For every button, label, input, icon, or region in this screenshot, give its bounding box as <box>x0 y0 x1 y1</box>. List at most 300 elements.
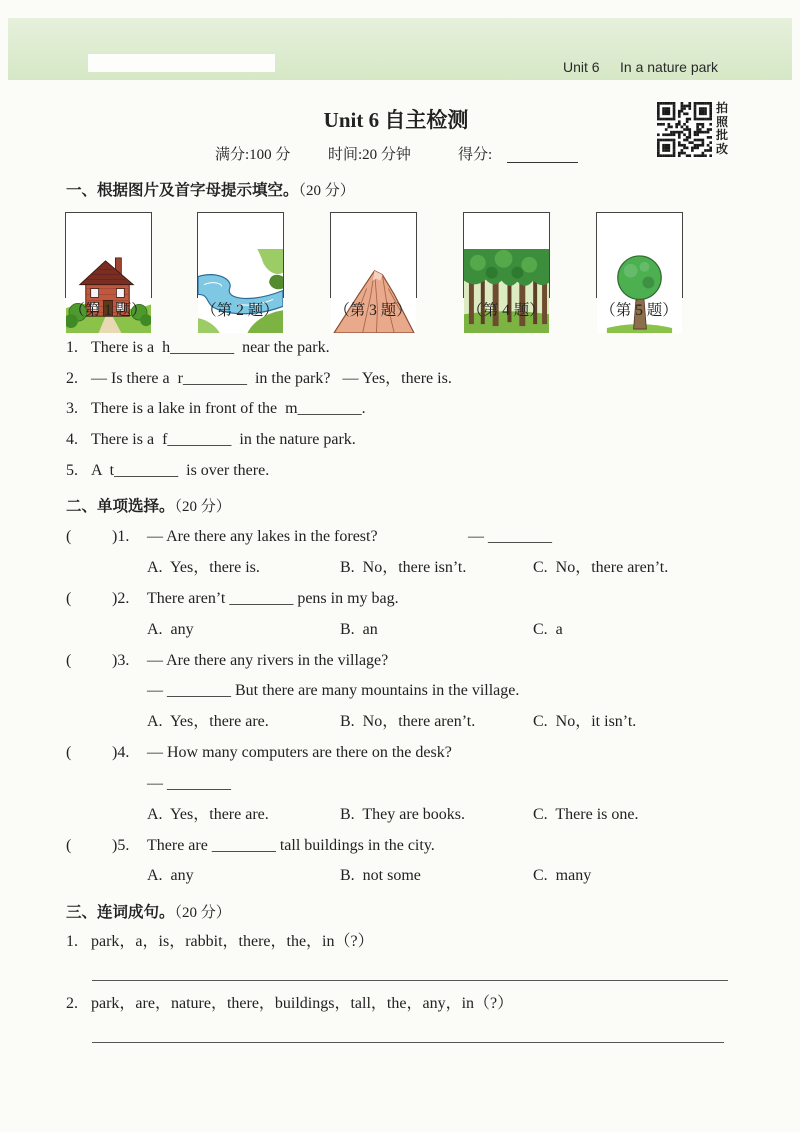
option-c: C. No，there aren’t. <box>533 559 669 576</box>
qr-module <box>667 110 670 113</box>
section2-points: （20 分） <box>174 499 231 515</box>
qr-module <box>657 110 660 113</box>
qr-module <box>688 133 691 136</box>
qr-module <box>688 136 691 139</box>
qr-module <box>709 118 712 121</box>
qr-module <box>667 102 670 105</box>
s3-question-number: 2. <box>66 995 78 1012</box>
qr-module <box>683 123 686 126</box>
s1-question-text: There is a lake in front of the m________. <box>91 400 366 417</box>
qr-module <box>662 133 665 136</box>
qr-module <box>673 133 676 136</box>
qr-module <box>694 133 697 136</box>
picture-label-5: （第 5 题） <box>600 302 678 319</box>
bracket-close: ) <box>112 744 118 761</box>
qr-module <box>665 107 668 110</box>
qr-module <box>686 105 689 108</box>
qr-module <box>667 149 670 152</box>
qr-module <box>670 139 673 142</box>
option-a: A. any <box>147 621 194 638</box>
qr-module <box>699 128 702 131</box>
s2-question-reply: — ________ <box>468 528 552 545</box>
qr-module <box>696 133 699 136</box>
qr-module <box>665 133 668 136</box>
qr-module <box>657 149 660 152</box>
qr-module <box>686 112 689 115</box>
answer-bracket-open: ( <box>66 837 72 854</box>
s2-question-number: 1. <box>117 528 130 545</box>
full-marks: 满分:100 分 <box>215 147 291 163</box>
qr-module <box>688 107 691 110</box>
qr-module <box>665 147 668 150</box>
qr-module <box>709 105 712 108</box>
answer-bracket-close <box>112 743 129 763</box>
qr-module <box>709 149 712 152</box>
qr-module <box>662 112 665 115</box>
tree-picture <box>596 212 683 298</box>
qr-module <box>686 126 689 129</box>
qr-module <box>694 112 697 115</box>
qr-module <box>683 133 686 136</box>
qr-module <box>665 154 668 157</box>
qr-module <box>688 131 691 134</box>
s3-question-words: park，are，nature，there，buildings，tall，the，any，in（?） <box>91 995 514 1012</box>
qr-module <box>660 139 663 142</box>
qr-module <box>691 147 694 150</box>
qr-module <box>660 123 663 126</box>
qr-module <box>699 139 702 142</box>
picture-label-2: （第 2 题） <box>201 302 279 319</box>
qr-module <box>678 144 681 147</box>
qr-module <box>702 144 705 147</box>
qr-module <box>699 123 702 126</box>
answer-bracket-open: ( <box>66 744 72 761</box>
qr-module <box>686 147 689 150</box>
s2-question-number: 2. <box>117 590 130 607</box>
qr-module <box>694 115 697 118</box>
qr-module <box>662 110 665 113</box>
house-picture <box>65 212 152 298</box>
qr-module <box>696 118 699 121</box>
section3-heading <box>66 902 231 922</box>
qr-module <box>675 123 678 126</box>
header-unit: Unit 6 <box>563 59 600 75</box>
qr-module <box>667 123 670 126</box>
qr-module <box>691 141 694 144</box>
qr-module <box>696 126 699 129</box>
qr-module <box>678 141 681 144</box>
section1-title: 一、根据图片及首字母提示填空。 <box>66 181 299 199</box>
s3-question-words: park，a，is，rabbit，there，the，in（?） <box>91 933 374 950</box>
qr-module <box>657 107 660 110</box>
qr-module <box>696 144 699 147</box>
s1-question-number: 4. <box>66 431 78 448</box>
option-b: B. They are books. <box>340 806 466 823</box>
qr-module <box>673 139 676 142</box>
bracket-close: ) <box>112 652 118 669</box>
qr-module <box>699 102 702 105</box>
qr-module <box>688 102 691 105</box>
qr-module <box>662 139 665 142</box>
qr-module <box>665 144 668 147</box>
qr-module <box>673 107 676 110</box>
section2-heading <box>66 496 231 516</box>
s1-question-number: 5. <box>66 462 78 479</box>
qr-module <box>657 133 660 136</box>
qr-module <box>683 112 686 115</box>
qr-module <box>699 110 702 113</box>
qr-module <box>662 149 665 152</box>
qr-module <box>678 123 681 126</box>
qr-module <box>657 154 660 157</box>
qr-module <box>673 118 676 121</box>
qr-module <box>683 105 686 108</box>
qr-module <box>704 110 707 113</box>
qr-module <box>667 112 670 115</box>
qr-module <box>688 154 691 157</box>
qr-module <box>662 123 665 126</box>
s2-question-number: 4. <box>117 744 130 761</box>
qr-module <box>707 149 710 152</box>
qr-module <box>667 133 670 136</box>
qr-module <box>657 105 660 108</box>
qr-module <box>707 136 710 139</box>
qr-module <box>702 152 705 155</box>
answer-bracket-open: ( <box>66 528 72 545</box>
qr-module <box>699 154 702 157</box>
picture-label-1: （第 1 题） <box>69 302 147 319</box>
qr-module <box>675 126 678 129</box>
bracket-close: ) <box>112 590 118 607</box>
section1-heading <box>66 180 355 200</box>
answer-line-1 <box>92 980 728 981</box>
qr-module <box>657 147 660 150</box>
option-c: C. a <box>533 621 563 638</box>
qr-label: 拍照批改 <box>716 101 729 156</box>
qr-module <box>683 107 686 110</box>
qr-module <box>702 141 705 144</box>
qr-module <box>696 102 699 105</box>
qr-module <box>683 152 686 155</box>
qr-module <box>678 131 681 134</box>
qr-module <box>709 141 712 144</box>
qr-module <box>667 147 670 150</box>
qr-module <box>678 152 681 155</box>
qr-module <box>683 144 686 147</box>
option-a: A. Yes，there is. <box>147 559 260 576</box>
qr-module <box>665 118 668 121</box>
qr-module <box>696 154 699 157</box>
qr-module <box>657 118 660 121</box>
qr-module <box>660 154 663 157</box>
qr-module <box>707 131 710 134</box>
option-c: C. many <box>533 867 592 884</box>
qr-module <box>709 110 712 113</box>
qr-module <box>670 126 673 129</box>
qr-module <box>683 147 686 150</box>
qr-module <box>660 102 663 105</box>
qr-module <box>709 102 712 105</box>
qr-module <box>704 131 707 134</box>
qr-module <box>660 118 663 121</box>
s2-question-stem: There aren’t ________ pens in my bag. <box>147 590 399 607</box>
qr-module <box>699 107 702 110</box>
qr-module <box>673 147 676 150</box>
qr-module <box>709 136 712 139</box>
qr-module <box>702 118 705 121</box>
qr-module <box>670 118 673 121</box>
qr-module <box>681 102 684 105</box>
qr-module <box>673 105 676 108</box>
qr-module <box>707 118 710 121</box>
option-a: A. Yes，there are. <box>147 806 269 823</box>
s2-question-stem: There are ________ tall buildings in the city. <box>147 837 435 854</box>
qr-module <box>686 118 689 121</box>
qr-module <box>667 144 670 147</box>
qr-module <box>696 123 699 126</box>
time-limit: 时间:20 分钟 <box>328 147 411 163</box>
qr-module <box>696 128 699 131</box>
qr-module <box>681 144 684 147</box>
qr-module <box>665 128 668 131</box>
qr-module <box>678 120 681 123</box>
s1-question-number: 2. <box>66 370 78 387</box>
option-c: C. No，it isn’t. <box>533 713 637 730</box>
qr-module <box>675 131 678 134</box>
qr-module <box>704 107 707 110</box>
qr-code <box>657 102 712 157</box>
qr-module <box>678 133 681 136</box>
qr-module <box>670 133 673 136</box>
answer-bracket-close <box>112 527 129 547</box>
qr-module <box>673 112 676 115</box>
qr-module <box>702 110 705 113</box>
qr-module <box>681 107 684 110</box>
bracket-close: ) <box>112 837 118 854</box>
qr-module <box>694 110 697 113</box>
section3-points: （20 分） <box>174 905 231 921</box>
qr-module <box>704 112 707 115</box>
qr-module <box>678 112 681 115</box>
qr-module <box>657 139 660 142</box>
qr-module <box>667 139 670 142</box>
qr-module <box>681 110 684 113</box>
qr-module <box>681 152 684 155</box>
option-b: B. an <box>340 621 378 638</box>
qr-module <box>702 139 705 142</box>
section3-title: 三、连词成句。 <box>66 903 175 921</box>
qr-module <box>702 126 705 129</box>
score-label: 得分: <box>458 147 493 163</box>
qr-module <box>670 131 673 134</box>
s2-question-stem: — Are there any rivers in the village? <box>147 652 389 669</box>
qr-module <box>681 149 684 152</box>
qr-module <box>702 123 705 126</box>
qr-module <box>657 102 660 105</box>
qr-module <box>694 105 697 108</box>
qr-module <box>694 154 697 157</box>
s2-question-reply: — ________ But there are many mountains in the village. <box>147 682 520 699</box>
qr-module <box>665 112 668 115</box>
qr-module <box>704 118 707 121</box>
qr-module <box>678 110 681 113</box>
qr-module <box>678 136 681 139</box>
qr-module <box>686 128 689 131</box>
option-b: B. No，there aren’t. <box>340 713 476 730</box>
qr-module <box>683 139 686 142</box>
section1-points: （20 分） <box>298 183 355 199</box>
s2-question-number: 5. <box>117 837 130 854</box>
qr-module <box>662 118 665 121</box>
qr-module <box>707 128 710 131</box>
mountain-picture <box>330 212 417 298</box>
qr-module <box>699 118 702 121</box>
qr-module <box>704 154 707 157</box>
answer-line-2 <box>92 1042 724 1043</box>
s1-question-text: There is a h________ near the park. <box>91 339 330 356</box>
qr-module <box>702 102 705 105</box>
qr-module <box>667 118 670 121</box>
qr-module <box>662 144 665 147</box>
qr-module <box>688 128 691 131</box>
qr-module <box>667 107 670 110</box>
option-b: B. No，there isn’t. <box>340 559 467 576</box>
section2-title: 二、单项选择。 <box>66 497 175 515</box>
qr-module <box>709 112 712 115</box>
qr-module <box>670 102 673 105</box>
river-picture <box>197 212 284 298</box>
qr-module <box>699 131 702 134</box>
option-a: A. any <box>147 867 194 884</box>
qr-module <box>673 144 676 147</box>
qr-module <box>657 144 660 147</box>
qr-module <box>657 141 660 144</box>
qr-module <box>707 102 710 105</box>
answer-bracket-open: ( <box>66 652 72 669</box>
s1-question-text: There is a f________ in the nature park. <box>91 431 356 448</box>
qr-module <box>707 144 710 147</box>
qr-module <box>709 147 712 150</box>
qr-module <box>702 131 705 134</box>
option-b: B. not some <box>340 867 421 884</box>
qr-module <box>709 115 712 118</box>
qr-module <box>694 139 697 142</box>
qr-module <box>665 102 668 105</box>
answer-bracket-close <box>112 651 129 671</box>
answer-bracket-close <box>112 836 129 856</box>
s1-question-number: 1. <box>66 339 78 356</box>
picture-label-3: （第 3 题） <box>334 302 412 319</box>
qr-module <box>657 152 660 155</box>
qr-module <box>681 126 684 129</box>
qr-module <box>694 147 697 150</box>
s2-question-stem: — How many computers are there on the desk? <box>147 744 452 761</box>
qr-module <box>667 154 670 157</box>
qr-module <box>688 105 691 108</box>
qr-module <box>678 154 681 157</box>
s2-question-number: 3. <box>117 652 130 669</box>
qr-module <box>686 120 689 123</box>
qr-module <box>670 154 673 157</box>
qr-module <box>657 112 660 115</box>
header-blank-area <box>88 54 275 72</box>
qr-module <box>702 107 705 110</box>
qr-module <box>662 102 665 105</box>
qr-module <box>694 118 697 121</box>
qr-module <box>657 123 660 126</box>
qr-module <box>704 102 707 105</box>
qr-module <box>694 102 697 105</box>
s3-question-number: 1. <box>66 933 78 950</box>
bracket-close: ) <box>112 528 118 545</box>
qr-module <box>699 112 702 115</box>
qr-module <box>709 123 712 126</box>
qr-module <box>662 147 665 150</box>
option-c: C. There is one. <box>533 806 639 823</box>
qr-module <box>702 112 705 115</box>
qr-module <box>686 154 689 157</box>
answer-bracket-close <box>112 589 129 609</box>
forest-picture <box>463 212 550 298</box>
option-a: A. Yes，there are. <box>147 713 269 730</box>
picture-label-4: （第 4 题） <box>467 302 545 319</box>
header-topic: In a nature park <box>620 59 719 75</box>
s2-question-reply: — ________ <box>147 775 231 792</box>
qr-module <box>694 107 697 110</box>
qr-module <box>673 141 676 144</box>
qr-module <box>696 131 699 134</box>
score-blank <box>507 162 578 163</box>
qr-module <box>686 139 689 142</box>
qr-module <box>665 110 668 113</box>
qr-module <box>696 147 699 150</box>
qr-module <box>665 139 668 142</box>
qr-module <box>667 126 670 129</box>
qr-module <box>662 107 665 110</box>
qr-module <box>694 144 697 147</box>
qr-module <box>678 115 681 118</box>
qr-module <box>673 154 676 157</box>
qr-module <box>694 131 697 134</box>
qr-module <box>696 139 699 142</box>
qr-module <box>673 110 676 113</box>
s2-question-stem: — Are there any lakes in the forest? <box>147 528 378 545</box>
qr-module <box>709 154 712 157</box>
qr-module <box>688 118 691 121</box>
qr-module <box>662 154 665 157</box>
qr-module <box>686 136 689 139</box>
qr-module <box>691 149 694 152</box>
qr-module <box>702 154 705 157</box>
qr-module <box>673 115 676 118</box>
s1-question-text: A t________ is over there. <box>91 462 270 479</box>
qr-module <box>709 107 712 110</box>
qr-module <box>673 152 676 155</box>
s1-question-number: 3. <box>66 400 78 417</box>
s1-question-text: — Is there a r________ in the park? — Yes，there is. <box>91 370 452 387</box>
qr-module <box>704 149 707 152</box>
qr-module <box>699 144 702 147</box>
qr-module <box>673 102 676 105</box>
qr-module <box>657 115 660 118</box>
qr-module <box>681 131 684 134</box>
qr-module <box>665 149 668 152</box>
answer-bracket-open: ( <box>66 590 72 607</box>
qr-module <box>709 128 712 131</box>
qr-module <box>683 128 686 131</box>
qr-module <box>673 131 676 134</box>
qr-module <box>673 149 676 152</box>
